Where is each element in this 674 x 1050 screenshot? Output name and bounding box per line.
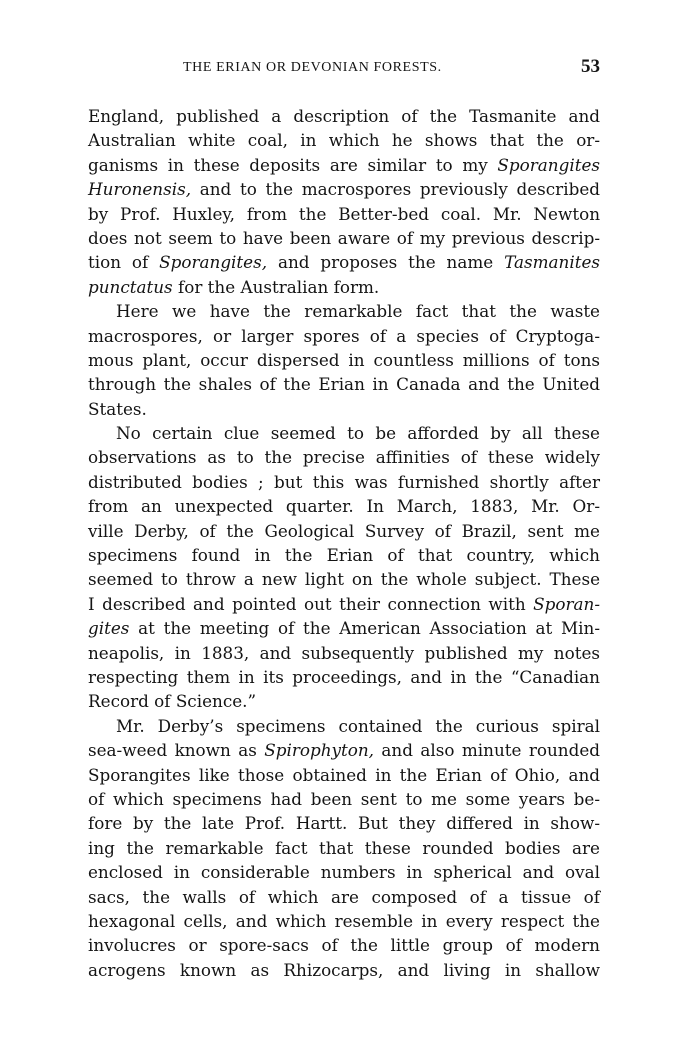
- text-segment: ville Derby, of the Geological Survey of Brazil, sent me: [88, 520, 600, 541]
- body-text: [88, 104, 600, 982]
- text-segment: Here we have the remarkable fact that the waste: [116, 301, 600, 322]
- text-segment: for the Australian form.: [172, 276, 380, 297]
- text-segment: sacs, the walls of which are composed of a tissue of: [88, 886, 600, 907]
- italic-text: Huronensis,: [88, 179, 192, 200]
- text-line: [88, 543, 600, 567]
- text-segment: Sporangites like those obtained in the Erian of Ohio, and: [88, 764, 600, 785]
- text-segment: States.: [88, 398, 147, 419]
- running-title: THE ERIAN OR DEVONIAN FORESTS.: [183, 60, 442, 75]
- text-line: [88, 470, 600, 494]
- text-segment: macrospores, or larger spores of a species of Cryptoga-: [88, 325, 600, 346]
- text-segment: through the shales of the Erian in Canada and the United: [88, 374, 600, 395]
- text-line: [88, 836, 600, 860]
- text-segment: No certain clue seemed to be afforded by all these: [116, 423, 600, 444]
- text-line: [88, 958, 600, 982]
- text-line: [88, 445, 600, 469]
- text-line: [88, 348, 600, 372]
- italic-text: Spirophyton,: [264, 740, 375, 761]
- text-line: [88, 494, 600, 518]
- text-line: [88, 226, 600, 250]
- text-segment: involucres or spore-sacs of the little group of modern: [88, 935, 600, 956]
- page-number: 53: [581, 56, 600, 77]
- text-line: [88, 202, 600, 226]
- text-segment: from an unexpected quarter. In March, 1883, Mr. Or-: [88, 496, 600, 517]
- text-line: [88, 177, 600, 201]
- text-segment: England, published a description of the Tasmanite and: [88, 106, 600, 126]
- italic-text: gites: [88, 618, 130, 639]
- text-line: [88, 397, 600, 421]
- text-segment: and to the macrospores previously described: [191, 179, 600, 200]
- text-segment: hexagonal cells, and which resemble in every respect the: [88, 910, 600, 931]
- italic-text: Sporan-: [533, 593, 600, 614]
- text-line: [88, 372, 600, 396]
- text-segment: by Prof. Huxley, from the Better-bed coal. Mr. Newton: [88, 203, 600, 224]
- text-line: [88, 275, 600, 299]
- text-segment: Australian white coal, in which he shows that the or-: [88, 130, 600, 151]
- text-line: [88, 641, 600, 665]
- text-line: [88, 909, 600, 933]
- text-segment: sea-weed known as: [88, 740, 265, 761]
- italic-text: Sporangites: [497, 154, 600, 175]
- text-line: [88, 104, 600, 128]
- text-segment: Record of Science.”: [88, 691, 257, 712]
- text-line: [88, 421, 600, 445]
- text-segment: enclosed in considerable numbers in spherical and oval: [88, 862, 600, 883]
- text-segment: observations as to the precise affinities of these widely: [88, 447, 600, 468]
- text-segment: ganisms in these deposits are similar to my: [88, 154, 498, 175]
- text-segment: tion of: [88, 252, 160, 273]
- text-line: [88, 324, 600, 348]
- text-line: [88, 299, 600, 323]
- text-segment: ing the remarkable fact that these rounded bodies are: [88, 837, 600, 858]
- text-line: [88, 787, 600, 811]
- text-segment: I described and pointed out their connection with: [88, 593, 534, 614]
- text-line: [88, 763, 600, 787]
- text-line: [88, 592, 600, 616]
- text-line: [88, 128, 600, 152]
- text-segment: fore by the late Prof. Hartt. But they differed in show-: [88, 813, 600, 834]
- text-line: [88, 519, 600, 543]
- page-header: [88, 56, 600, 88]
- text-line: [88, 860, 600, 884]
- text-segment: neapolis, in 1883, and subsequently published my notes: [88, 642, 600, 663]
- text-segment: seemed to throw a new light on the whole subject. These: [88, 569, 600, 590]
- italic-text: Sporangites,: [159, 252, 268, 273]
- text-line: [88, 153, 600, 177]
- text-segment: specimens found in the Erian of that country, which: [88, 545, 600, 566]
- book-page: [88, 56, 600, 982]
- italic-text: punctatus: [88, 276, 173, 297]
- text-line: [88, 714, 600, 738]
- text-line: [88, 933, 600, 957]
- text-line: [88, 885, 600, 909]
- text-line: [88, 567, 600, 591]
- text-line: [88, 689, 600, 713]
- text-line: [88, 665, 600, 689]
- text-segment: and also minute rounded: [374, 740, 600, 761]
- text-line: [88, 250, 600, 274]
- text-line: [88, 616, 600, 640]
- text-segment: and proposes the name: [267, 252, 505, 273]
- text-segment: Mr. Derby’s specimens contained the curious spiral: [116, 715, 600, 736]
- text-segment: mous plant, occur dispersed in countless millions of tons: [88, 349, 600, 370]
- text-segment: does not seem to have been aware of my previous descrip-: [88, 227, 600, 248]
- text-segment: of which specimens had been sent to me some years be-: [88, 788, 600, 809]
- text-line: [88, 811, 600, 835]
- text-segment: distributed bodies ; but this was furnished shortly after: [88, 471, 600, 492]
- text-segment: acrogens known as Rhizocarps, and living in shallow: [88, 959, 600, 980]
- italic-text: Tasmanites: [504, 252, 600, 273]
- text-line: [88, 738, 600, 762]
- text-segment: at the meeting of the American Association at Min-: [129, 618, 600, 639]
- text-segment: respecting them in its proceedings, and in the “Canadian: [88, 666, 600, 687]
